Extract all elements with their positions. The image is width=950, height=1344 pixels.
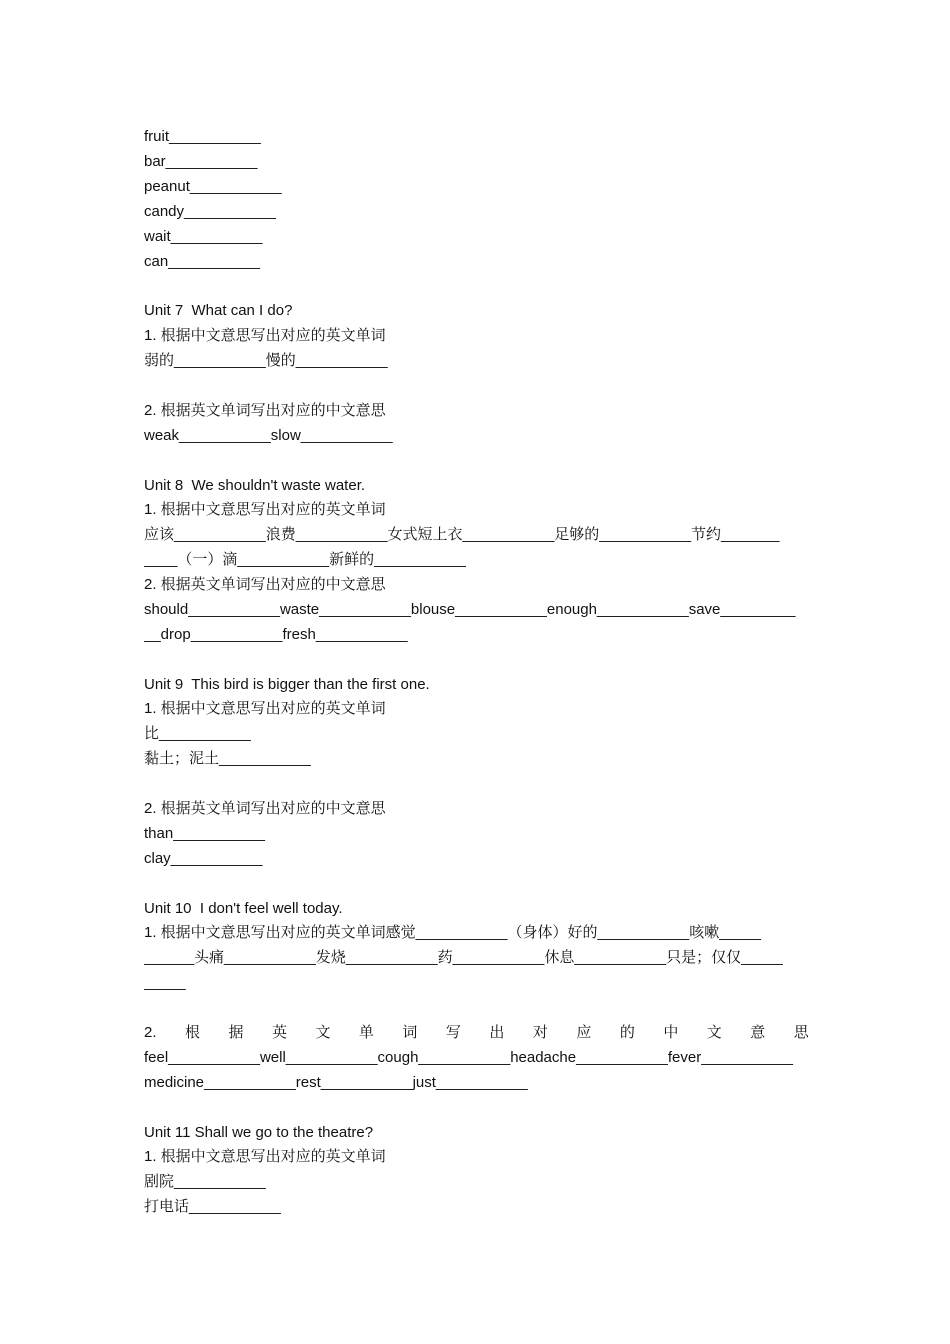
vocab-line: wait___________ [144, 228, 263, 245]
instruction-char: 据 [228, 1024, 244, 1041]
vocab-line: 打电话___________ [144, 1198, 281, 1215]
exercise-instruction: 1. 根据中文意思写出对应的英文单词 [144, 327, 386, 344]
instruction-char: 根 [184, 1024, 200, 1041]
vocab-line: bar___________ [144, 153, 258, 170]
vocab-line: 黏土；泥土___________ [144, 750, 311, 767]
instruction-char: 的 [619, 1024, 635, 1041]
vocab-line: than___________ [144, 825, 265, 842]
vocab-line: weak___________slow___________ [144, 427, 393, 444]
unit-heading: Unit 7 What can I do? [144, 302, 293, 319]
exercise-instruction: 2. 根据英文单词写出对应的中文意思 [144, 800, 386, 817]
instruction-char: 文 [315, 1024, 331, 1041]
vocab-line: _____ [144, 974, 186, 991]
vocab-line: ____（一）滴___________新鲜的___________ [144, 551, 466, 568]
instruction-char: 英 [271, 1024, 287, 1041]
vocab-line: __drop___________fresh___________ [144, 626, 408, 643]
instruction-char: 单 [358, 1024, 374, 1041]
vocab-line: ______头痛___________发烧___________药___________休息___________只是；仅仅_____ [144, 949, 783, 966]
exercise-instruction: 1. 根据中文意思写出对应的英文单词 [144, 1148, 386, 1165]
instruction-char: 思 [793, 1024, 809, 1041]
instruction-char: 词 [402, 1024, 418, 1041]
exercise-instruction: 1. 根据中文意思写出对应的英文单词 [144, 501, 386, 518]
vocab-line: 应该___________浪费___________女式短上衣___________足够的___________节约_______ [144, 526, 780, 543]
exercise-instruction: 1. 根据中文意思写出对应的英文单词 [144, 700, 386, 717]
vocab-line: candy___________ [144, 203, 276, 220]
vocab-line: 比___________ [144, 725, 251, 742]
unit-heading: Unit 9 This bird is bigger than the first one. [144, 676, 430, 693]
instruction-char: 2. [144, 1024, 157, 1041]
vocab-line: clay___________ [144, 850, 263, 867]
instruction-char: 写 [445, 1024, 461, 1041]
vocab-line: feel___________well___________cough___________headache___________fever___________ [144, 1049, 793, 1066]
vocab-line: peanut___________ [144, 178, 282, 195]
vocab-line: can___________ [144, 253, 260, 270]
vocab-line: 弱的___________慢的___________ [144, 352, 388, 369]
exercise-instruction: 2. 根据英文单词写出对应的中文意思 [144, 402, 386, 419]
instruction-char: 出 [489, 1024, 505, 1041]
instruction-char: 应 [576, 1024, 592, 1041]
vocab-line: 1. 根据中文意思写出对应的英文单词感觉___________（身体）好的___________咳嗽_____ [144, 924, 761, 941]
vocab-line: 剧院___________ [144, 1173, 266, 1190]
vocab-line: fruit___________ [144, 128, 261, 145]
exercise-instruction: 2. 根据英文单词写出对应的中文意思 [144, 576, 386, 593]
unit-heading: Unit 8 We shouldn't waste water. [144, 477, 366, 494]
vocab-line: medicine___________rest___________just___________ [144, 1074, 528, 1091]
exercise-instruction-justified [144, 1023, 809, 1043]
instruction-char: 中 [663, 1024, 679, 1041]
instruction-char: 对 [532, 1024, 548, 1041]
unit-heading: Unit 11 Shall we go to the theatre? [144, 1124, 374, 1141]
vocab-line: should___________waste___________blouse___________enough___________save_________ [144, 601, 796, 618]
unit-heading: Unit 10 I don't feel well today. [144, 900, 343, 917]
instruction-char: 文 [706, 1024, 722, 1041]
instruction-char: 意 [750, 1024, 766, 1041]
